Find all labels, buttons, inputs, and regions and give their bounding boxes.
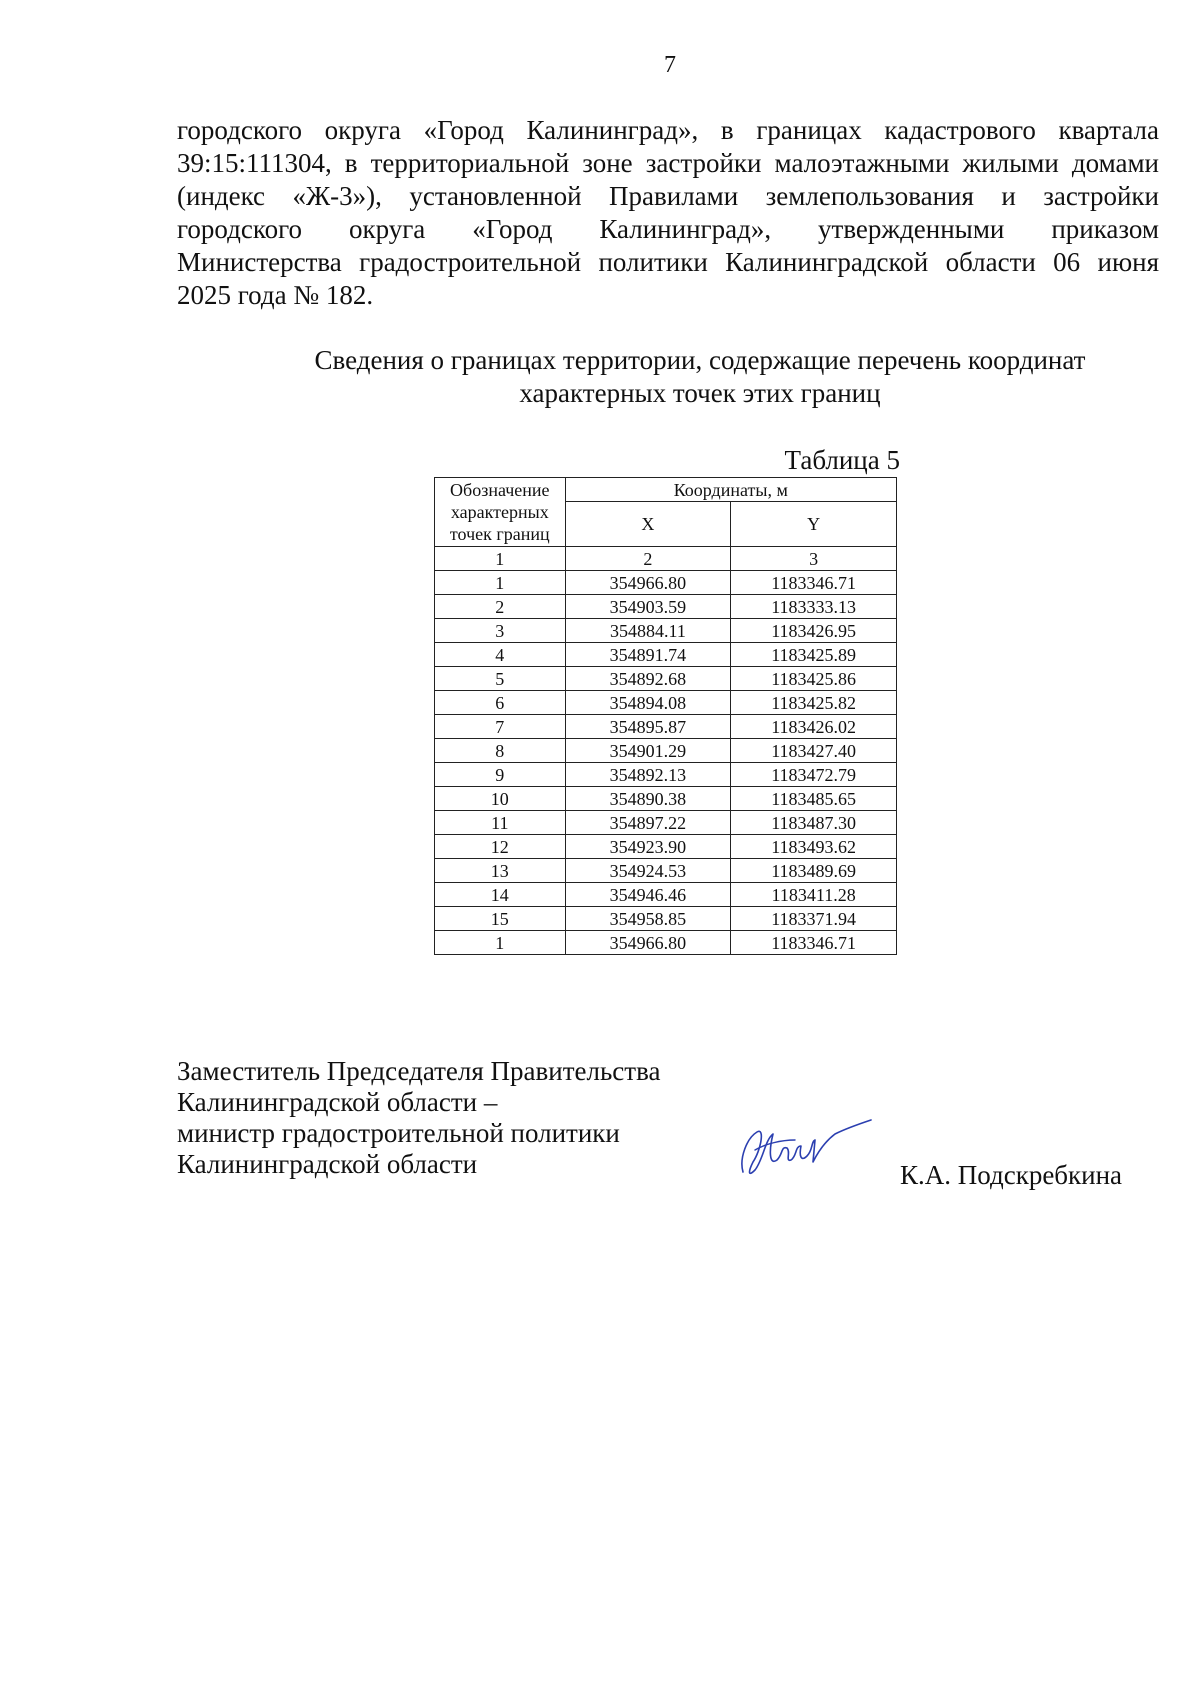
y-coordinate-cell: 1183371.94 <box>731 907 897 931</box>
y-coordinate-cell: 1183493.62 <box>731 835 897 859</box>
body-paragraph <box>177 114 1159 312</box>
body-line: городского округа «Город Калининград», утвержденными приказом <box>177 214 1159 244</box>
y-coordinate-cell: 1183427.40 <box>731 739 897 763</box>
point-number-cell: 1 <box>435 931 566 955</box>
header-designation: Обозначение характерных точек границ <box>435 478 566 547</box>
table-row <box>435 835 897 859</box>
header-x: X <box>565 502 731 547</box>
header-coordinates: Координаты, м <box>565 478 896 502</box>
page-number: 7 <box>664 52 676 78</box>
table-row <box>435 571 897 595</box>
heading-line: Сведения о границах территории, содержащие перечень координат <box>314 345 1086 375</box>
point-number-cell: 6 <box>435 691 566 715</box>
y-coordinate-cell: 1183346.71 <box>731 931 897 955</box>
y-coordinate-cell: 1183425.82 <box>731 691 897 715</box>
table-row <box>435 643 897 667</box>
table-row <box>435 715 897 739</box>
x-coordinate-cell: 354958.85 <box>565 907 731 931</box>
signatory-name: К.А. Подскребкина <box>900 1160 1123 1190</box>
x-coordinate-cell: 354924.53 <box>565 859 731 883</box>
table-row <box>435 667 897 691</box>
body-line: (индекс «Ж-3»), установленной Правилами землепользования и застройки <box>177 181 1159 211</box>
table-row <box>435 739 897 763</box>
y-coordinate-cell: 1183487.30 <box>731 811 897 835</box>
table-row <box>435 859 897 883</box>
x-coordinate-cell: 354923.90 <box>565 835 731 859</box>
body-line: городского округа «Город Калининград», в границах кадастрового квартала <box>177 115 1159 145</box>
table-body <box>435 571 897 955</box>
x-coordinate-cell: 354892.13 <box>565 763 731 787</box>
signatory-position <box>177 1056 660 1180</box>
x-coordinate-cell: 354884.11 <box>565 619 731 643</box>
section-heading <box>180 344 1200 410</box>
x-coordinate-cell: 354892.68 <box>565 667 731 691</box>
point-number-cell: 10 <box>435 787 566 811</box>
table-row <box>435 931 897 955</box>
column-number: 1 <box>435 547 566 571</box>
point-number-cell: 1 <box>435 571 566 595</box>
x-coordinate-cell: 354891.74 <box>565 643 731 667</box>
y-coordinate-cell: 1183485.65 <box>731 787 897 811</box>
x-coordinate-cell: 354966.80 <box>565 931 731 955</box>
y-coordinate-cell: 1183411.28 <box>731 883 897 907</box>
table-row <box>435 595 897 619</box>
body-line: Министерства градостроительной политики Калининградской области 06 июня <box>177 247 1159 277</box>
y-coordinate-cell: 1183425.89 <box>731 643 897 667</box>
y-coordinate-cell: 1183426.95 <box>731 619 897 643</box>
x-coordinate-cell: 354894.08 <box>565 691 731 715</box>
point-number-cell: 11 <box>435 811 566 835</box>
table-row <box>435 907 897 931</box>
position-line: Заместитель Председателя Правительства <box>177 1056 661 1086</box>
table-row <box>435 691 897 715</box>
point-number-cell: 2 <box>435 595 566 619</box>
column-number: 3 <box>731 547 897 571</box>
x-coordinate-cell: 354901.29 <box>565 739 731 763</box>
x-coordinate-cell: 354890.38 <box>565 787 731 811</box>
table-row <box>435 883 897 907</box>
table-row <box>435 763 897 787</box>
position-line: Калининградской области <box>177 1149 478 1179</box>
position-line: Калининградской области – <box>177 1087 498 1117</box>
y-coordinate-cell: 1183333.13 <box>731 595 897 619</box>
heading-line: характерных точек этих границ <box>519 378 881 408</box>
coordinates-table <box>434 477 897 955</box>
x-coordinate-cell: 354895.87 <box>565 715 731 739</box>
point-number-cell: 9 <box>435 763 566 787</box>
point-number-cell: 5 <box>435 667 566 691</box>
table-row <box>435 787 897 811</box>
x-coordinate-cell: 354903.59 <box>565 595 731 619</box>
y-coordinate-cell: 1183489.69 <box>731 859 897 883</box>
x-coordinate-cell: 354966.80 <box>565 571 731 595</box>
point-number-cell: 14 <box>435 883 566 907</box>
table-caption: Таблица 5 <box>784 445 900 475</box>
y-coordinate-cell: 1183346.71 <box>731 571 897 595</box>
point-number-cell: 3 <box>435 619 566 643</box>
y-coordinate-cell: 1183426.02 <box>731 715 897 739</box>
column-number: 2 <box>565 547 731 571</box>
table-row <box>435 811 897 835</box>
point-number-cell: 4 <box>435 643 566 667</box>
x-coordinate-cell: 354897.22 <box>565 811 731 835</box>
header-y: Y <box>731 502 897 547</box>
point-number-cell: 13 <box>435 859 566 883</box>
handwritten-signature <box>735 1110 875 1186</box>
point-number-cell: 12 <box>435 835 566 859</box>
point-number-cell: 15 <box>435 907 566 931</box>
body-line: 2025 года № 182. <box>177 280 374 310</box>
y-coordinate-cell: 1183425.86 <box>731 667 897 691</box>
table-row <box>435 619 897 643</box>
body-line: 39:15:111304, в территориальной зоне застройки малоэтажными жилыми домами <box>177 148 1159 178</box>
point-number-cell: 7 <box>435 715 566 739</box>
y-coordinate-cell: 1183472.79 <box>731 763 897 787</box>
point-number-cell: 8 <box>435 739 566 763</box>
x-coordinate-cell: 354946.46 <box>565 883 731 907</box>
position-line: министр градостроительной политики <box>177 1118 620 1148</box>
